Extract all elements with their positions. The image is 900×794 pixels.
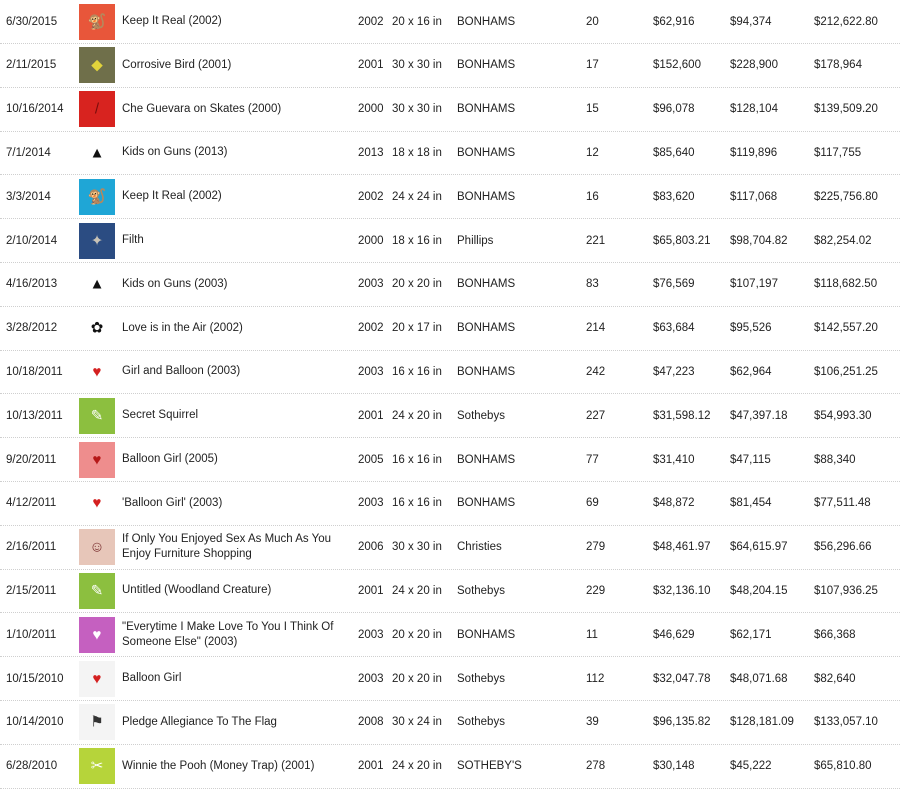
auction-house: BONHAMS (457, 365, 516, 378)
auction-house: Sothebys (457, 672, 505, 685)
sale-price: $139,509.20 (814, 103, 878, 116)
sale-price: $133,057.10 (814, 716, 878, 729)
artwork-thumbnail[interactable] (79, 657, 115, 700)
artwork-thumbnail[interactable] (79, 570, 115, 613)
thumbnail-glyph: ♥ (92, 626, 102, 644)
artwork-year: 2000 (358, 234, 384, 247)
lot-number: 15 (586, 103, 599, 116)
thumbnail-glyph: ☺ (89, 538, 105, 556)
sale-price: $106,251.25 (814, 365, 878, 378)
estimate-high: $95,526 (730, 322, 772, 335)
sale-date: 10/15/2010 (6, 672, 64, 685)
artwork-year: 2001 (358, 584, 384, 597)
auction-house: BONHAMS (457, 59, 516, 72)
thumbnail-glyph: ✦ (90, 232, 104, 250)
artwork-year: 2005 (358, 453, 384, 466)
artwork-year: 2003 (358, 278, 384, 291)
lot-number: 214 (586, 322, 606, 335)
auction-house: Christies (457, 541, 502, 554)
estimate-low: $65,803.21 (653, 234, 711, 247)
artwork-thumbnail[interactable] (79, 132, 115, 175)
table-row[interactable] (0, 438, 900, 482)
table-row[interactable] (0, 394, 900, 438)
table-row[interactable] (0, 482, 900, 526)
estimate-high: $64,615.97 (730, 541, 788, 554)
artwork-thumbnail[interactable] (79, 219, 115, 262)
sale-price: $82,640 (814, 672, 856, 685)
balloon-girl-icon[interactable] (79, 661, 115, 697)
artwork-year: 2003 (358, 672, 384, 685)
artwork-title[interactable]: Filth (122, 234, 144, 247)
artwork-thumbnail[interactable] (79, 0, 115, 43)
lot-number: 221 (586, 234, 606, 247)
lot-number: 17 (586, 59, 599, 72)
artwork-year: 2001 (358, 760, 384, 773)
artwork-year: 2000 (358, 103, 384, 116)
artwork-year: 2008 (358, 716, 384, 729)
auction-house: BONHAMS (457, 103, 516, 116)
estimate-high: $81,454 (730, 497, 772, 510)
estimate-high: $62,171 (730, 628, 772, 641)
auction-house: Sothebys (457, 409, 505, 422)
table-row[interactable] (0, 0, 900, 44)
estimate-low: $31,598.12 (653, 409, 711, 422)
kids-on-guns-icon[interactable] (79, 135, 115, 171)
estimate-low: $48,461.97 (653, 541, 711, 554)
sale-date: 10/16/2014 (6, 103, 64, 116)
artwork-size: 16 x 16 in (392, 453, 442, 466)
flag-kids-icon[interactable] (79, 704, 115, 740)
thumbnail-glyph: ♥ (92, 494, 102, 512)
auction-house: Sothebys (457, 716, 505, 729)
lot-number: 229 (586, 584, 606, 597)
artwork-year: 2003 (358, 628, 384, 641)
estimate-high: $117,068 (730, 190, 778, 203)
artwork-title[interactable]: Pledge Allegiance To The Flag (122, 715, 277, 728)
auction-house: BONHAMS (457, 15, 516, 28)
estimate-low: $48,872 (653, 497, 695, 510)
artwork-title[interactable]: Girl and Balloon (2003) (122, 365, 241, 378)
lot-number: 227 (586, 409, 606, 422)
artwork-thumbnail[interactable] (79, 701, 115, 744)
artwork-thumbnail[interactable] (79, 745, 115, 788)
artwork-size: 30 x 30 in (392, 103, 442, 116)
artwork-thumbnail[interactable] (79, 175, 115, 218)
pooh-trap-icon[interactable] (79, 748, 115, 784)
artwork-title[interactable]: Keep It Real (2002) (122, 190, 222, 203)
sale-date: 9/20/2011 (6, 453, 57, 466)
table-row[interactable] (0, 88, 900, 132)
sale-date: 10/13/2011 (6, 409, 63, 422)
table-row[interactable] (0, 263, 900, 307)
estimate-low: $96,135.82 (653, 716, 711, 729)
estimate-low: $31,410 (653, 453, 695, 466)
artwork-size: 30 x 24 in (392, 716, 442, 729)
estimate-low: $30,148 (653, 760, 695, 773)
table-row[interactable] (0, 351, 900, 395)
sale-date: 4/16/2013 (6, 278, 58, 291)
lot-number: 278 (586, 760, 606, 773)
artwork-title[interactable]: If Only You Enjoyed Sex As Much As You Enjoy Furniture Shopping (122, 533, 332, 561)
artwork-thumbnail[interactable] (79, 263, 115, 306)
lot-number: 11 (586, 628, 598, 641)
monkey-icon[interactable] (79, 179, 115, 215)
table-row[interactable] (0, 526, 900, 570)
squirrel-icon[interactable] (79, 573, 115, 609)
thumbnail-glyph: ◆ (91, 56, 103, 74)
sale-date: 3/28/2012 (6, 322, 58, 335)
sale-price: $212,622.80 (814, 15, 878, 28)
estimate-low: $32,136.10 (653, 584, 711, 597)
artwork-title[interactable]: Kids on Guns (2003) (122, 277, 228, 290)
artwork-size: 24 x 20 in (392, 760, 442, 773)
artwork-thumbnail[interactable] (79, 44, 115, 87)
estimate-high: $48,071.68 (730, 672, 788, 685)
auction-house: BONHAMS (457, 322, 516, 335)
artwork-title[interactable]: Untitled (Woodland Creature) (122, 584, 272, 597)
monkey-icon[interactable] (79, 4, 115, 40)
thumbnail-glyph: 🐒 (87, 188, 107, 206)
sale-price: $142,557.20 (814, 322, 878, 335)
sale-price: $54,993.30 (814, 409, 872, 422)
sale-price: $66,368 (814, 628, 856, 641)
artwork-thumbnail[interactable] (79, 88, 115, 131)
sale-price: $65,810.80 (814, 760, 872, 773)
estimate-low: $47,223 (653, 365, 695, 378)
sale-date: 10/18/2011 (6, 365, 63, 378)
auction-house: BONHAMS (457, 497, 516, 510)
balloon-girl-icon[interactable] (79, 442, 115, 478)
thumbnail-glyph: ♥ (92, 363, 102, 381)
estimate-low: $85,640 (653, 146, 695, 159)
artwork-size: 30 x 30 in (392, 541, 442, 554)
artwork-title[interactable]: 'Balloon Girl' (2003) (122, 496, 223, 509)
table-row[interactable] (0, 132, 900, 176)
auction-house: BONHAMS (457, 278, 516, 291)
sale-date: 2/15/2011 (6, 584, 57, 597)
lot-number: 279 (586, 541, 606, 554)
estimate-high: $107,197 (730, 278, 778, 291)
artwork-thumbnail[interactable] (79, 307, 115, 350)
artwork-year: 2003 (358, 497, 384, 510)
artwork-size: 16 x 16 in (392, 497, 442, 510)
warning-bird-icon[interactable] (79, 47, 115, 83)
estimate-high: $94,374 (730, 15, 772, 28)
balloon-girl-icon[interactable] (79, 485, 115, 521)
estimate-low: $32,047.78 (653, 672, 711, 685)
lot-number: 16 (586, 190, 599, 203)
artwork-size: 16 x 16 in (392, 365, 442, 378)
che-skates-icon[interactable] (79, 91, 115, 127)
lot-number: 242 (586, 365, 606, 378)
sale-price: $82,254.02 (814, 234, 872, 247)
artwork-thumbnail[interactable] (79, 438, 115, 481)
couple-icon[interactable] (79, 529, 115, 565)
table-row[interactable] (0, 44, 900, 88)
table-row[interactable] (0, 570, 900, 614)
estimate-low: $83,620 (653, 190, 695, 203)
artwork-title[interactable]: Corrosive Bird (2001) (122, 58, 232, 71)
sale-price: $56,296.66 (814, 541, 872, 554)
artwork-size: 18 x 18 in (392, 146, 442, 159)
artwork-size: 24 x 20 in (392, 409, 442, 422)
lot-number: 69 (586, 497, 599, 510)
estimate-low: $152,600 (653, 59, 701, 72)
lot-number: 77 (586, 453, 599, 466)
kids-on-guns-icon[interactable] (79, 266, 115, 302)
heart-vehicle-icon[interactable] (79, 617, 115, 653)
estimate-high: $62,964 (730, 365, 772, 378)
artwork-size: 20 x 20 in (392, 278, 442, 291)
artwork-title[interactable]: Winnie the Pooh (Money Trap) (2001) (122, 759, 315, 772)
table-row[interactable] (0, 219, 900, 263)
artwork-year: 2001 (358, 409, 384, 422)
artwork-year: 2002 (358, 322, 384, 335)
artwork-size: 20 x 17 in (392, 322, 442, 335)
artwork-thumbnail[interactable] (79, 613, 115, 656)
sale-date: 1/10/2011 (6, 628, 57, 641)
artwork-size: 24 x 24 in (392, 190, 442, 203)
sale-date: 7/1/2014 (6, 146, 51, 159)
estimate-low: $63,684 (653, 322, 695, 335)
estimate-high: $119,896 (730, 146, 778, 159)
sale-price: $225,756.80 (814, 190, 878, 203)
lot-number: 112 (586, 672, 605, 685)
table-row[interactable] (0, 613, 900, 657)
table-row[interactable] (0, 175, 900, 219)
artwork-size: 20 x 20 in (392, 672, 442, 685)
artwork-size: 24 x 20 in (392, 584, 442, 597)
sale-price: $88,340 (814, 453, 856, 466)
table-row[interactable] (0, 307, 900, 351)
sale-price: $178,964 (814, 59, 862, 72)
lot-number: 20 (586, 15, 599, 28)
artwork-year: 2003 (358, 365, 384, 378)
artwork-title[interactable]: Balloon Girl (2005) (122, 453, 218, 466)
estimate-high: $228,900 (730, 59, 778, 72)
estimate-low: $96,078 (653, 103, 695, 116)
thumbnail-glyph: ▲ (89, 144, 105, 162)
filth-icon[interactable] (79, 223, 115, 259)
artwork-thumbnail[interactable] (79, 482, 115, 525)
auction-house: SOTHEBY'S (457, 760, 522, 773)
artwork-title[interactable]: Keep It Real (2002) (122, 15, 222, 27)
estimate-high: $128,104 (730, 103, 778, 116)
artwork-year: 2006 (358, 541, 384, 554)
thumbnail-glyph: ♥ (92, 670, 102, 688)
artwork-year: 2002 (358, 15, 384, 28)
artwork-title[interactable]: Balloon Girl (122, 672, 182, 685)
artwork-title[interactable]: Love is in the Air (2002) (122, 321, 243, 334)
artwork-year: 2013 (358, 146, 384, 159)
thumbnail-glyph: ✂ (90, 757, 104, 775)
artwork-thumbnail[interactable] (79, 526, 115, 569)
sale-price: $77,511.48 (814, 497, 871, 510)
estimate-high: $47,397.18 (730, 409, 788, 422)
thumbnail-glyph: ▲ (89, 275, 105, 293)
sale-date: 6/30/2015 (6, 15, 58, 28)
estimate-low: $62,916 (653, 15, 695, 28)
auction-house: BONHAMS (457, 190, 516, 203)
estimate-high: $45,222 (730, 760, 772, 773)
table-row[interactable] (0, 657, 900, 701)
sale-price: $118,682.50 (814, 278, 878, 291)
thumbnail-glyph: ⚑ (90, 713, 104, 731)
artwork-title[interactable]: Che Guevara on Skates (2000) (122, 102, 282, 115)
artwork-title[interactable]: Kids on Guns (2013) (122, 146, 228, 159)
sale-date: 3/3/2014 (6, 190, 51, 203)
artwork-thumbnail[interactable] (79, 351, 115, 394)
sale-date: 2/11/2015 (6, 59, 57, 72)
squirrel-icon[interactable] (79, 398, 115, 434)
sale-date: 10/14/2010 (6, 716, 64, 729)
thumbnail-glyph: / (94, 100, 100, 118)
auction-house: BONHAMS (457, 453, 516, 466)
lot-number: 83 (586, 278, 599, 291)
estimate-high: $98,704.82 (730, 234, 788, 247)
auction-house: Phillips (457, 234, 494, 247)
sale-date: 2/10/2014 (6, 234, 58, 247)
estimate-low: $46,629 (653, 628, 695, 641)
estimate-low: $76,569 (653, 278, 695, 291)
flower-thrower-icon[interactable] (79, 310, 115, 346)
lot-number: 12 (586, 146, 599, 159)
auction-house: Sothebys (457, 584, 505, 597)
estimate-high: $48,204.15 (730, 584, 788, 597)
thumbnail-glyph: ♥ (92, 451, 102, 469)
artwork-title[interactable]: Secret Squirrel (122, 409, 199, 422)
sale-price: $107,936.25 (814, 584, 878, 597)
sale-date: 4/12/2011 (6, 497, 57, 510)
table-row[interactable] (0, 745, 900, 789)
sale-date: 6/28/2010 (6, 760, 58, 773)
auction-house: BONHAMS (457, 146, 516, 159)
thumbnail-glyph: 🐒 (87, 13, 107, 30)
table-row[interactable] (0, 701, 900, 745)
lot-number: 39 (586, 716, 599, 729)
artwork-year: 2001 (358, 59, 384, 72)
thumbnail-glyph: ✎ (90, 582, 104, 600)
artwork-thumbnail[interactable] (79, 394, 115, 437)
balloon-girl-icon[interactable] (79, 354, 115, 390)
sale-date: 2/16/2011 (6, 541, 57, 554)
artwork-title[interactable]: "Everytime I Make Love To You I Think Of Someone Else" (2003) (122, 620, 334, 648)
artwork-year: 2002 (358, 190, 384, 203)
artwork-size: 20 x 16 in (392, 15, 442, 28)
thumbnail-glyph: ✿ (90, 319, 104, 337)
artwork-size: 30 x 30 in (392, 59, 442, 72)
estimate-high: $47,115 (730, 453, 771, 466)
artwork-size: 20 x 20 in (392, 628, 442, 641)
estimate-high: $128,181.09 (730, 716, 794, 729)
sale-price: $117,755 (814, 146, 862, 159)
auction-house: BONHAMS (457, 628, 516, 641)
thumbnail-glyph: ✎ (90, 407, 104, 425)
artwork-size: 18 x 16 in (392, 234, 442, 247)
